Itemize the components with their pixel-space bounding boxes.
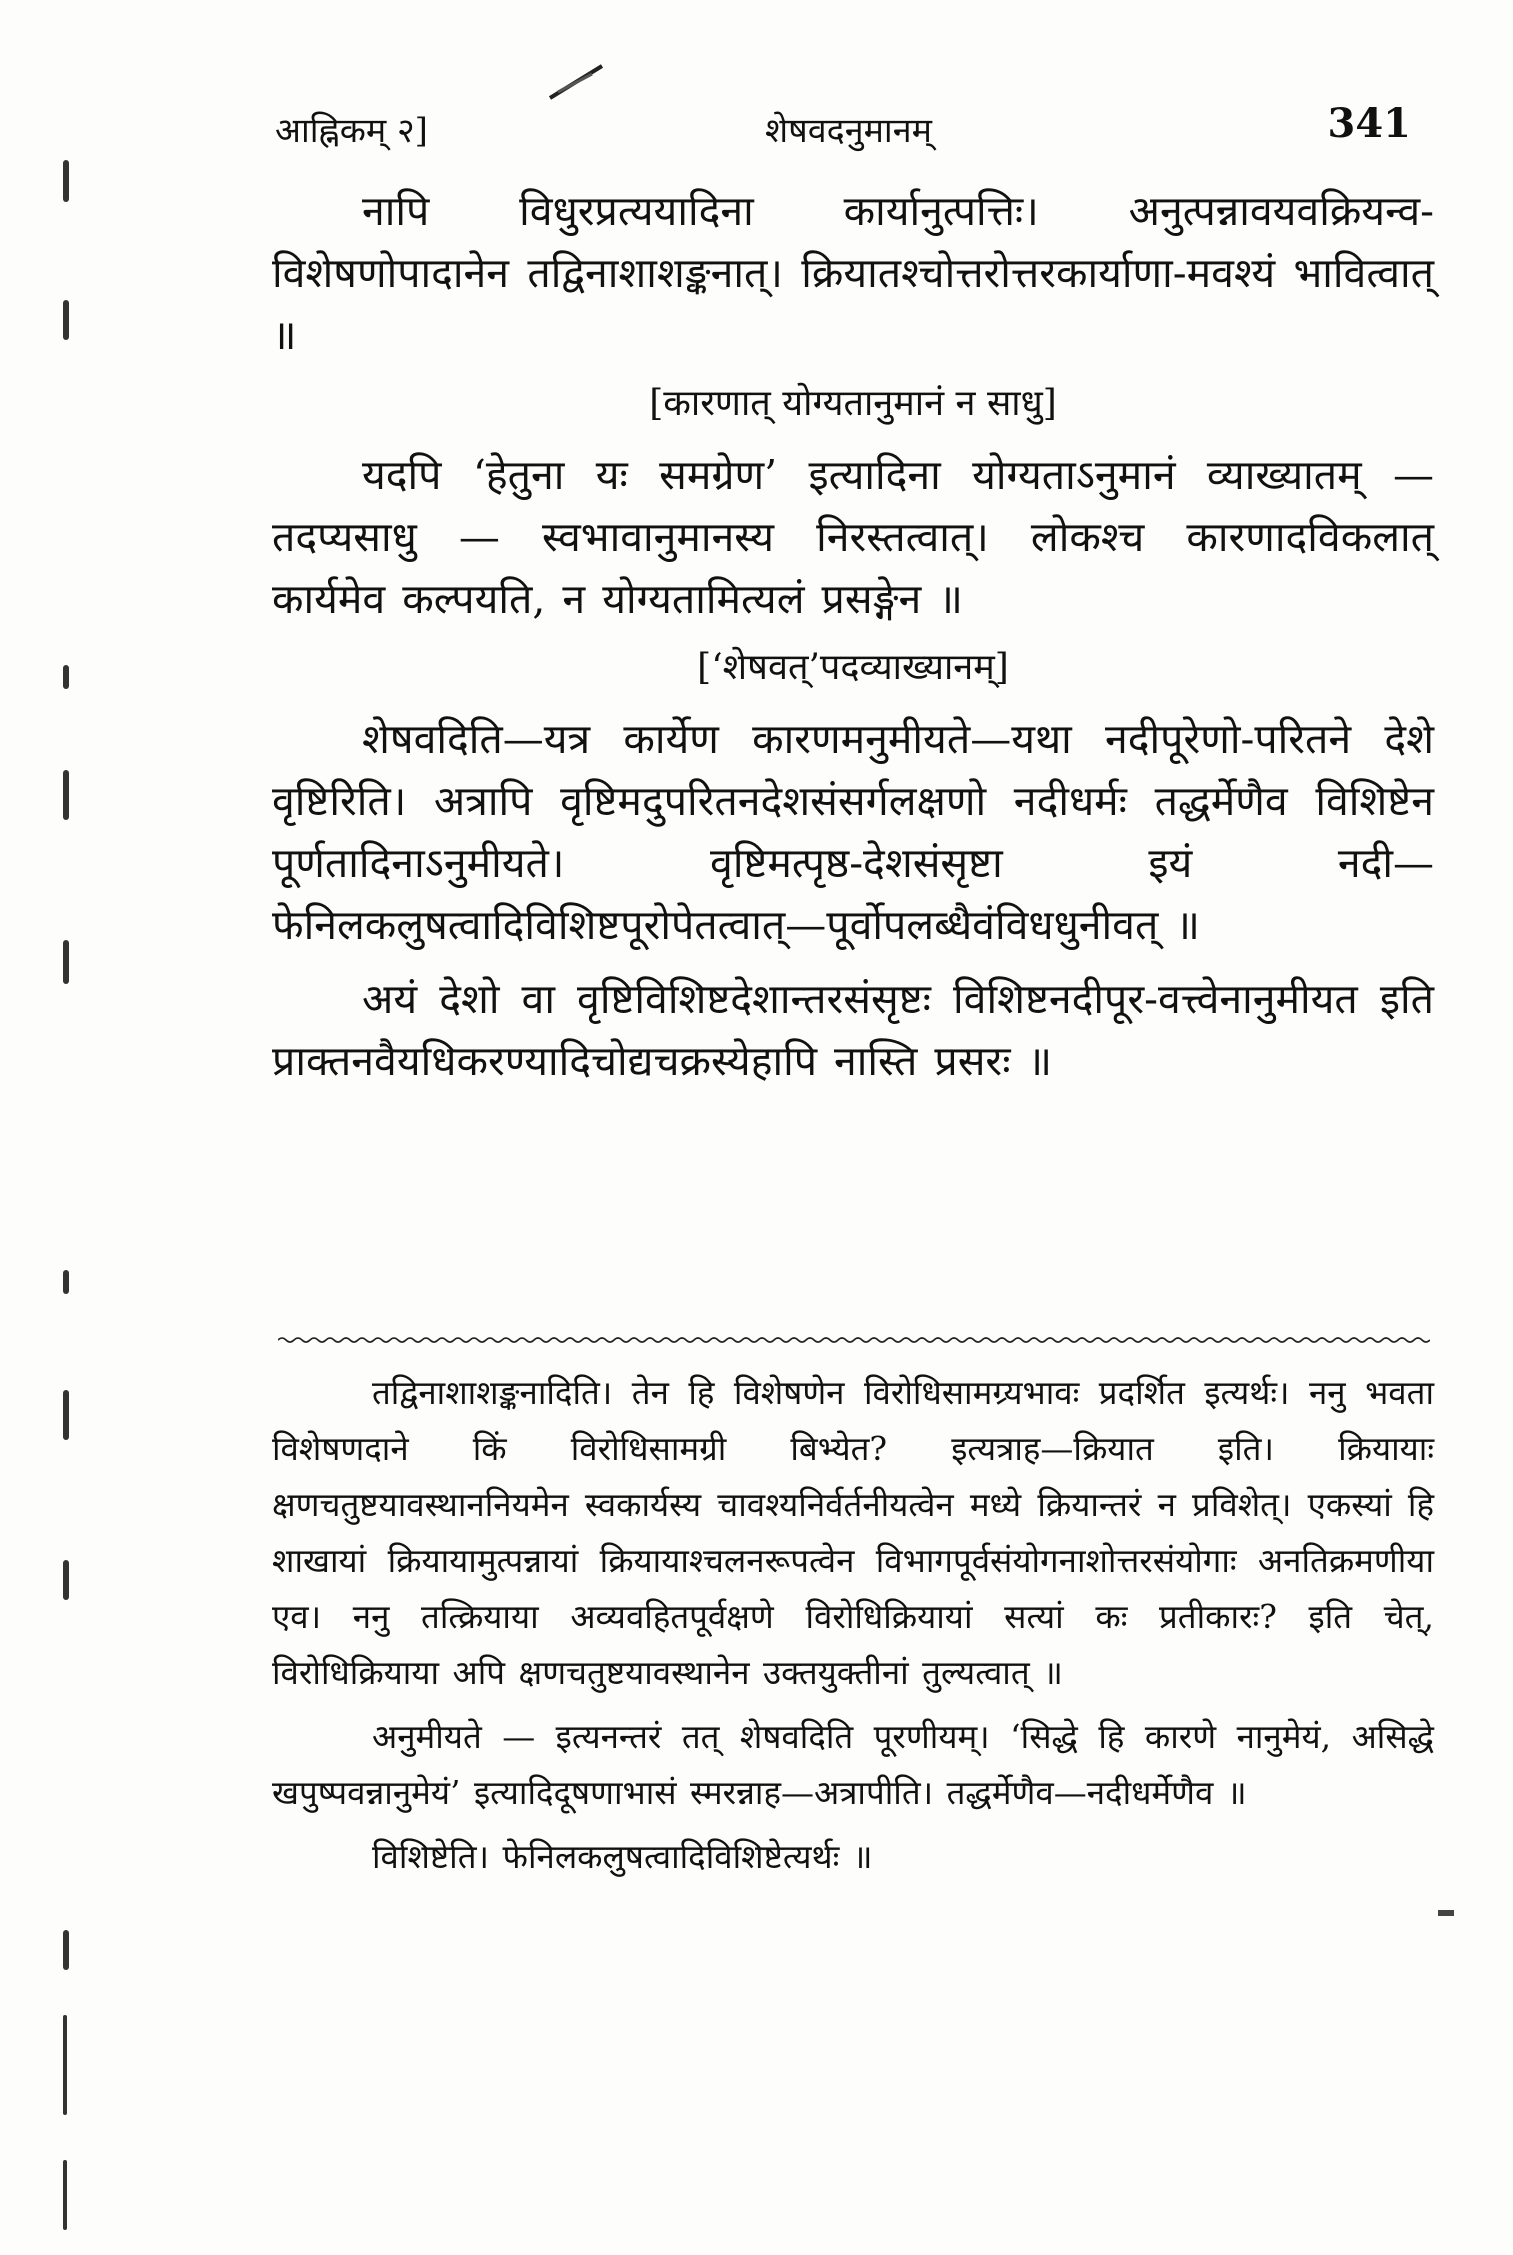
paragraph-2: यदपि ‘हेतुना यः समग्रेण’ इत्यादिना योग्यताऽनुमानं व्याख्यातम् — तदप्यसाधु — स्वभावानुमानस्य निरस्तत्वात्। लोकश्च कारणादविकलात् कार्यमेव कल्पयति, न योग्यतामित्यलं प्रसङ्गेन ॥ [272,451,1434,623]
pen-scribble-mark [548,62,604,102]
running-head [275,100,1423,160]
right-margin-mark [1438,1910,1454,1916]
section-heading-1: [कारणात् योग्यतानुमानं न साधु] [649,383,1057,424]
left-margin-marks [55,0,95,2255]
commentary-paragraph-1: तद्विनाशाशङ्कनादिति। तेन हि विशेषणेन विरोधिसामग्र्यभावः प्रदर्शित इत्यर्थः। ननु भवता विशेषणदाने किं विरोधिसामग्री बिभ्येत? इत्यत्राह—क्रियात इति। क्रियायाः क्षणचतुष्टयावस्थाननियमेन स्वकार्यस्य चावश्यनिर्वर्तनीयत्वेन मध्ये क्रियान्तरं न प्रविशेत्। एकस्यां हि शाखायां क्रियायामुत्पन्नायां क्रियायाश्चलनरूपत्वेन विभागपूर्वसंयोगनाशोत्तरसंयोगाः अनतिक्रमणीया एव। ननु तत्क्रियाया अव्यवहितपूर्वक्षणे विरोधिक्रियायां सत्यां कः प्रतीकारः? इति चेत्, विरोधिक्रियाया अपि क्षणचतुष्टयावस्थानेन उक्तयुक्तीनां तुल्यत्वात् ॥ [272,1373,1434,1692]
running-head-left: आह्निकम् २] [275,111,428,151]
commentary-paragraph-3: विशिष्टेति। फेनिलकलुषत्वादिविशिष्टेत्यर्थः ॥ [372,1837,873,1876]
paragraph-4: अयं देशो वा वृष्टिविशिष्टदेशान्तरसंसृष्टः विशिष्टनदीपूर-वत्त्वेनानुमीयत इति प्राक्तनवैयधिकरण्यादिचोद्यचक्रस्येहापि नास्ति प्रसरः ॥ [272,975,1434,1085]
wavy-divider [278,1336,1430,1344]
running-head-title: शेषवदनुमानम् [765,111,932,151]
paragraph-1: नापि विधुरप्रत्ययादिना कार्यानुत्पत्तिः। अनुत्पन्नावयवक्रियन्व-विशेषणोपादानेन तद्विनाशाशङ्कनात्। क्रियातश्चोत्तरोत्तरकार्याणा-मवश्यं भावित्वात् ॥ [272,187,1434,359]
commentary-paragraph-2: अनुमीयते — इत्यनन्तरं तत् शेषवदिति पूरणीयम्। ‘सिद्धे हि कारणे नानुमेयं, असिद्धे खपुष्पवन्नानुमेयं’ इत्यादिदूषणाभासं स्मरन्नाह—अत्रापीति। तद्धर्मेणैव—नदीधर्मेणैव ॥ [272,1717,1434,1812]
section-heading-2: [‘शेषवत्’पदव्याख्यानम्] [697,647,1009,688]
page-number: 341 [1327,100,1411,147]
main-text [272,180,1434,1092]
commentary [272,1365,1434,1885]
paragraph-3: शेषवदिति—यत्र कार्येण कारणमनुमीयते—यथा नदीपूरेणो-परितने देशे वृष्टिरिति। अत्रापि वृष्टिमदुपरितनदेशसंसर्गलक्षणो नदीधर्मः तद्धर्मेणैव विशिष्टेन पूर्णतादिनाऽनुमीयते। वृष्टिमत्पृष्ठ-देशसंसृष्टा इयं नदी—फेनिलकलुषत्वादिविशिष्टपूरोपेतत्वात्—पूर्वोपलब्धैवंविधधुनीवत् ॥ [272,715,1434,949]
